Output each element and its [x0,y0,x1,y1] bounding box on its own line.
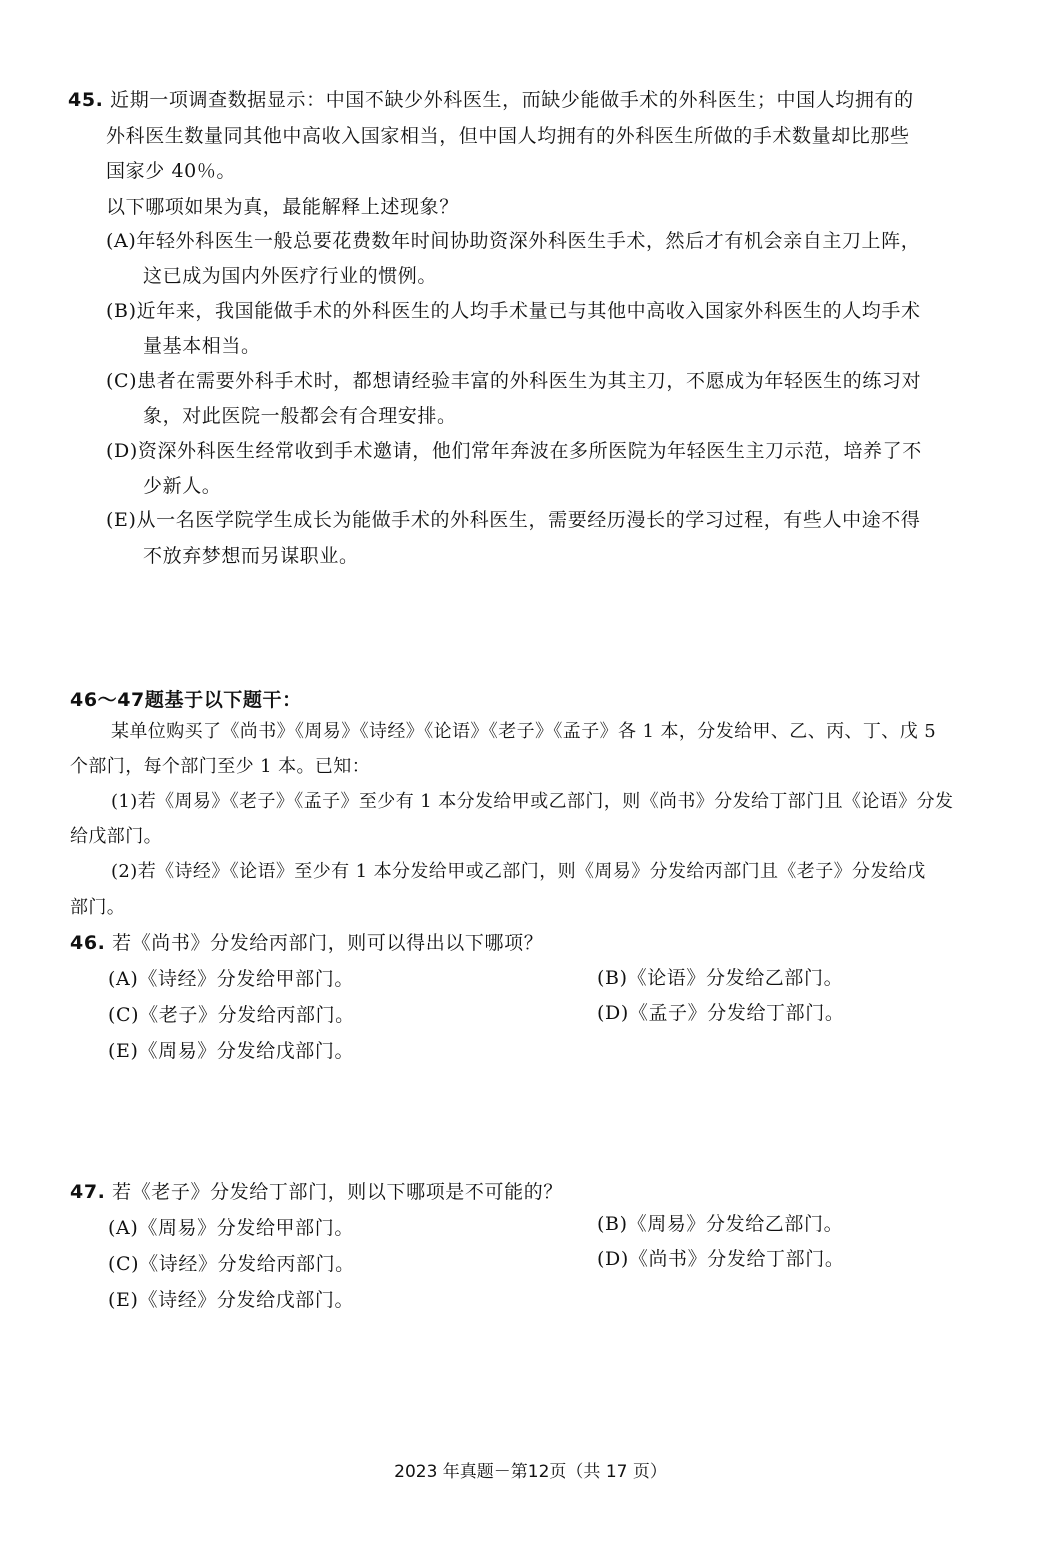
option-b-cont: 量基本相当。 [143,335,261,357]
option-d: (D)资深外科医生经常收到手术邀请，他们常年奔波在多所医院为年轻医生主刀示范，培养了不 [106,440,922,462]
option-d-cont: 少新人。 [143,475,222,497]
condition-1-cont: 给戊部门。 [70,826,162,847]
question-47-stem: 47. 若《老子》分发给丁部门，则以下哪项是不可能的？ [70,1181,563,1203]
question-45-stem-line-1: 45. 近期一项调查数据显示：中国不缺少外科医生，而缺少能做手术的外科医生；中国人均拥有的 [68,89,914,111]
group-heading: 46～47题基于以下题干： [70,689,302,711]
option-b: (B)《周易》分发给乙部门。 [597,1213,844,1235]
condition-2-cont: 部门。 [70,897,126,918]
option-c: (C)患者在需要外科手术时，都想请经验丰富的外科医生为其主刀，不愿成为年轻医生的练习对 [106,370,922,392]
option-a: (A)《诗经》分发给甲部门。 [108,968,354,990]
option-d: (D)《尚书》分发给丁部门。 [597,1248,845,1270]
option-b: (B)《论语》分发给乙部门。 [597,967,844,989]
option-c: (C)《老子》分发给丙部门。 [108,1004,355,1026]
question-45-prompt: 以下哪项如果为真，最能解释上述现象？ [106,196,459,218]
question-45-stem-line-3: 国家少 40％。 [106,160,237,182]
condition-1: (1)若《周易》《老子》《孟子》至少有 1 本分发给甲或乙部门，则《尚书》分发给丁部门且《论语》分发 [111,791,954,812]
question-46-stem: 46. 若《尚书》分发给丙部门，则可以得出以下哪项？ [70,932,544,954]
option-a: (A)年轻外科医生一般总要花费数年时间协助资深外科医生手术，然后才有机会亲自主刀上阵， [106,230,921,252]
option-a-cont: 这已成为国内外医疗行业的惯例。 [143,265,438,287]
group-intro-line-1: 某单位购买了《尚书》《周易》《诗经》《论语》《老子》《孟子》各 1 本，分发给甲、乙、丙、丁、戊 5 [111,721,937,742]
option-e: (E)从一名医学院学生成长为能做手术的外科医生，需要经历漫长的学习过程，有些人中途不得 [106,509,921,531]
condition-2: (2)若《诗经》《论语》至少有 1 本分发给甲或乙部门，则《周易》分发给丙部门且《老子》分发给戊 [111,861,926,882]
group-intro-line-2: 个部门，每个部门至少 1 本。已知： [70,756,371,777]
page-footer: 2023 年真题－第12页（共 17 页） [394,1462,667,1482]
option-d: (D)《孟子》分发给丁部门。 [597,1002,845,1024]
question-45-stem-line-2: 外科医生数量同其他中高收入国家相当，但中国人均拥有的外科医生所做的手术数量却比那些 [106,125,910,147]
question-number: 45. [68,89,104,111]
option-c-cont: 象，对此医院一般都会有合理安排。 [143,405,457,427]
option-b: (B)近年来，我国能做手术的外科医生的人均手术量已与其他中高收入国家外科医生的人均手术 [106,300,921,322]
option-e-cont: 不放弃梦想而另谋职业。 [143,545,359,567]
option-e: (E)《周易》分发给戊部门。 [108,1040,355,1062]
option-c: (C)《诗经》分发给丙部门。 [108,1253,355,1275]
option-a: (A)《周易》分发给甲部门。 [108,1217,354,1239]
option-e: (E)《诗经》分发给戊部门。 [108,1289,355,1311]
